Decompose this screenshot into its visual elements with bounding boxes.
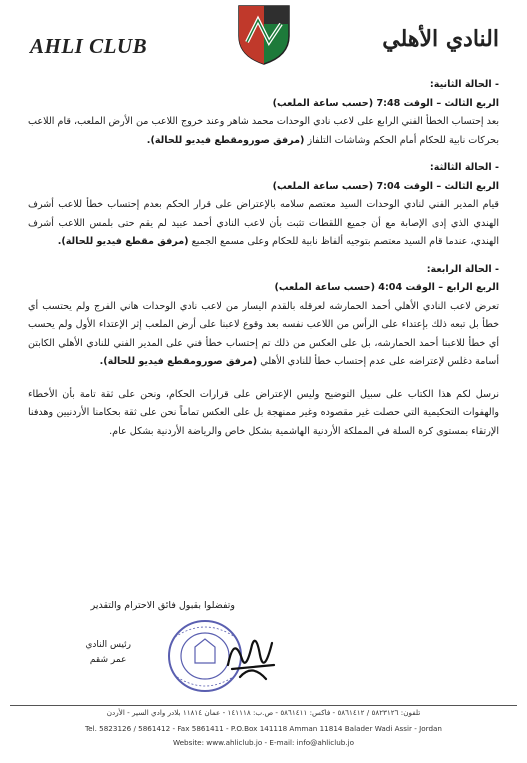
case-text <box>28 113 499 150</box>
handwritten-signature <box>222 625 282 685</box>
attachment-note: (مرفق مقطع فيديو للحالة). <box>57 236 189 247</box>
footer-english-contact: Tel. 5823126 / 5861412 - Fax 5861411 - P.O.Box 141118 Amman 11814 Balader Wadi Assir - Jordan <box>85 724 442 733</box>
signatory-name: عمر شقم <box>89 655 127 665</box>
case-section <box>28 261 499 372</box>
footer-web-contact: Website: www.ahliclub.jo - E-mail: info@ahliclub.jo <box>172 738 355 747</box>
signatory-block <box>85 638 131 668</box>
footer-divider <box>10 705 517 706</box>
footer-arabic-contact: تلفون: ٥٨٢٣١٢٦ / ٥٨٦١٤١٢ - فاكس: ٥٨٦١٤١١ - ص.ب: ١٤١١١٨ - عمان ١١٨١٤ بلادر وادي السير - الأردن <box>106 708 421 717</box>
signatory-role: رئيس النادي <box>85 640 131 650</box>
regards-line: وتفضلوا بقبول فائق الاحترام والتقدير <box>90 600 235 611</box>
case-description: تعرض لاعب النادي الأهلي أحمد الحمارشه لعرقله بالقدم اليسار من لاعب نادي الوحدات هاني الفرج ولم يحتسب أي خطأ بل تبعه ذلك بإعتداء على الرأس من اللاعب نفسه بعد وقوع لاعبنا على أرض الملعب إثر الإعتداء الأول ولم يحسب أي خطأ للاعبنا أحمد الحمارشه، بل على العكس من ذلك تم إحتساب خطأ فني على المدير الفني للنادي الأهلي الكابتن أسامة دغلس لإعتراضه على عدم إحتساب خطأ للنادي الأهلي <box>28 300 499 367</box>
brand-name-arabic: النادي الأهلي <box>382 26 499 52</box>
case-section <box>28 76 499 150</box>
case-title: - الحالة الثانية: <box>429 79 499 90</box>
case-text <box>28 298 499 372</box>
case-time: الربع الثالث – الوقت 7:04 (حسب ساعة الملعب) <box>272 180 499 192</box>
case-description: بعد إحتساب الخطأ الفني الرابع على لاعب نادي الوحدات محمد شاهر وعند خروج اللاعب من الأرض الملعب، قام اللاعب بحركات نابية للحكام أمام الحكم وشاشات التلفاز <box>28 116 499 146</box>
case-time: الربع الرابع – الوقت 4:04 (حسب ساعة الملعب) <box>274 282 499 293</box>
club-crest-logo <box>233 2 295 66</box>
letter-body <box>28 72 499 441</box>
case-description: قيام المدير الفني لنادي الوحدات السيد معتصم سلامه بالإعتراض على قرار الحكم بعدم إحتساب خطأ للاعب أشرف الهندي الذي إدى الإصابة مع أن جميع اللقطات تثبت بأن لاعب النادي أحمد عبيد لم يقم حتى بلمس اللاعب أشرف الهندي، عندما قام السيد معتصم بتوجيه ألفاظ نابية للحكام وعلى مسمع الجميع <box>28 199 499 247</box>
case-text <box>28 196 499 252</box>
closing-paragraph: نرسل لكم هذا الكتاب على سبيل التوضيح وليس الإعتراض على قرارات الحكام، ونحن على ثقة تامة بأن الأخطاء والهفوات التحكيمية التي حصلت غير مقصوده وغير ممنهجة بل على العكس تماماً نحن على ثقة بحكامنا الأردنيين وهدفنا الإرتقاء بمستوى كرة السلة في المملكة الأردنية الهاشمية بشكل خاص والرياضة الأردنية بشكل عام. <box>28 388 499 437</box>
brand-name-english: AHLI CLUB <box>30 34 148 58</box>
attachment-note: (مرفق صورومقطع فيديو للحالة). <box>99 356 258 367</box>
case-title: - الحالة الثالثة: <box>429 162 499 173</box>
attachment-note: (مرفق صورومقطع فيديو للحالة). <box>146 134 305 146</box>
case-section <box>28 159 499 252</box>
case-time: الربع الثالث – الوقت 7:48 (حسب ساعة الملعب) <box>272 97 499 109</box>
letterhead <box>0 0 527 72</box>
case-title: - الحالة الرابعة: <box>426 263 499 275</box>
